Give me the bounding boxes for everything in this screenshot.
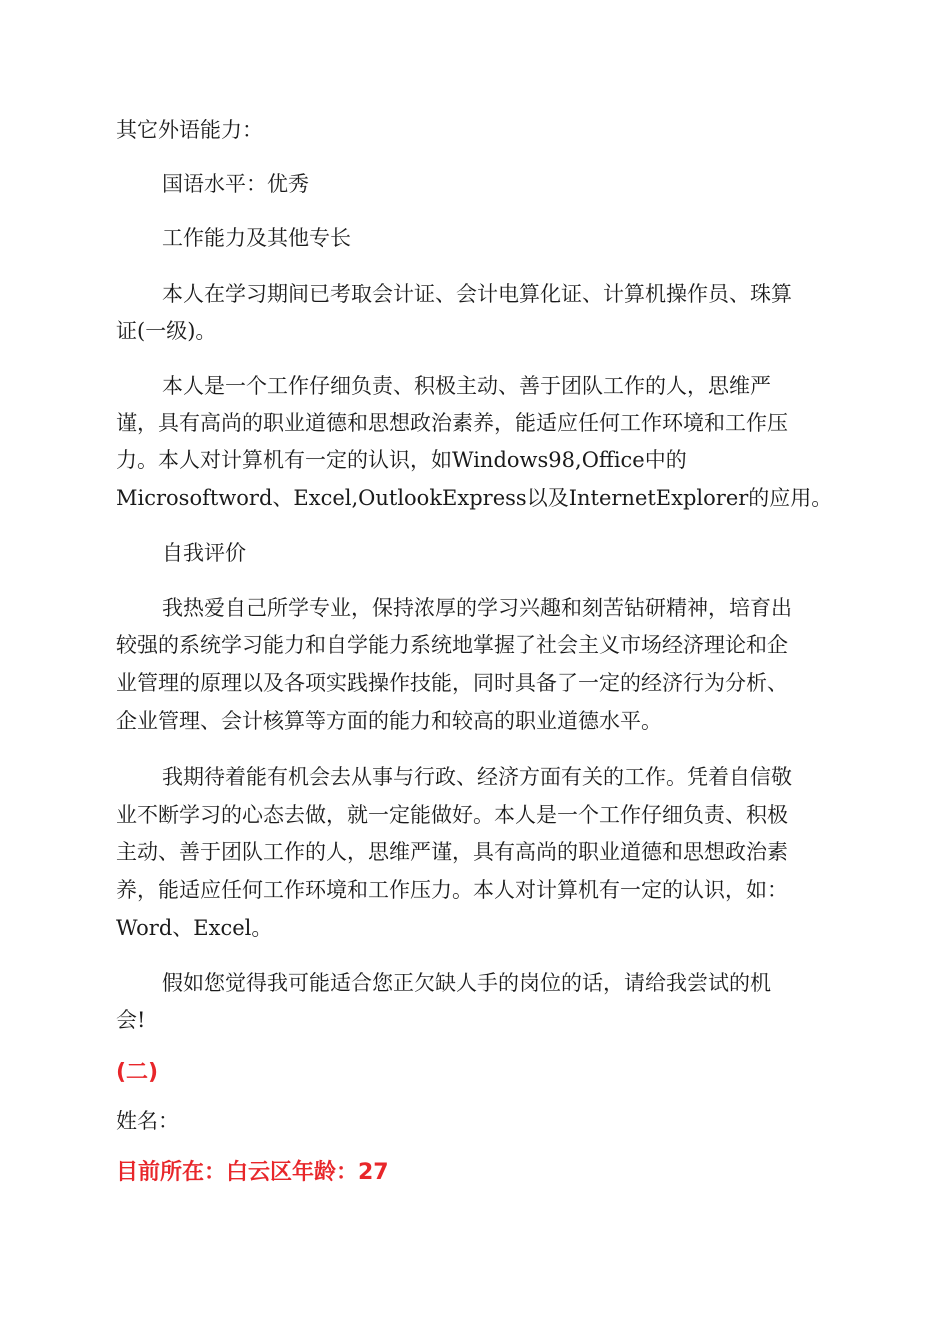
section-number-heading: (二) [116, 1060, 159, 1085]
text-line: 主动、善于团队工作的人，思维严谨，具有高尚的职业道德和思想政治素 [116, 840, 788, 864]
text-line: 企业管理、会计核算等方面的能力和较高的职业道德水平。 [116, 709, 662, 733]
text-line: 较强的系统学习能力和自学能力系统地掌握了社会主义市场经济理论和企 [116, 633, 788, 657]
text-line: 养，能适应任何工作环境和工作压力。本人对计算机有一定的认识，如： [116, 878, 788, 902]
text-line: 其它外语能力： [116, 118, 263, 142]
text-line: 业管理的原理以及各项实践操作技能，同时具备了一定的经济行为分析、 [116, 671, 788, 695]
text-line: Microsoftword、Excel,OutlookExpress以及InternetExplorer的应用。 [116, 486, 833, 510]
text-line: 业不断学习的心态去做，就一定能做好。本人是一个工作仔细负责、积极 [116, 803, 788, 827]
location-age-line: 目前所在：白云区年龄：27 [116, 1160, 389, 1185]
text-line: Word、Excel。 [116, 916, 273, 940]
text-line: 假如您觉得我可能适合您正欠缺人手的岗位的话，请给我尝试的机 [162, 971, 771, 995]
text-line: 力。本人对计算机有一定的认识，如Windows98,Office中的 [116, 448, 687, 472]
text-line: 国语水平：优秀 [162, 172, 309, 196]
section-heading: 自我评价 [162, 541, 246, 565]
section-heading: 工作能力及其他专长 [162, 226, 351, 250]
text-line: 我期待着能有机会去从事与行政、经济方面有关的工作。凭着自信敬 [162, 765, 792, 789]
text-line: 我热爱自己所学专业，保持浓厚的学习兴趣和刻苦钻研精神，培育出 [162, 596, 792, 620]
text-line: 本人是一个工作仔细负责、积极主动、善于团队工作的人，思维严 [162, 374, 771, 398]
name-label: 姓名： [116, 1109, 179, 1133]
text-line: 会! [116, 1008, 146, 1032]
text-line: 谨，具有高尚的职业道德和思想政治素养，能适应任何工作环境和工作压 [116, 411, 788, 435]
text-line: 证(一级)。 [116, 319, 217, 343]
text-line: 本人在学习期间已考取会计证、会计电算化证、计算机操作员、珠算 [162, 282, 792, 306]
